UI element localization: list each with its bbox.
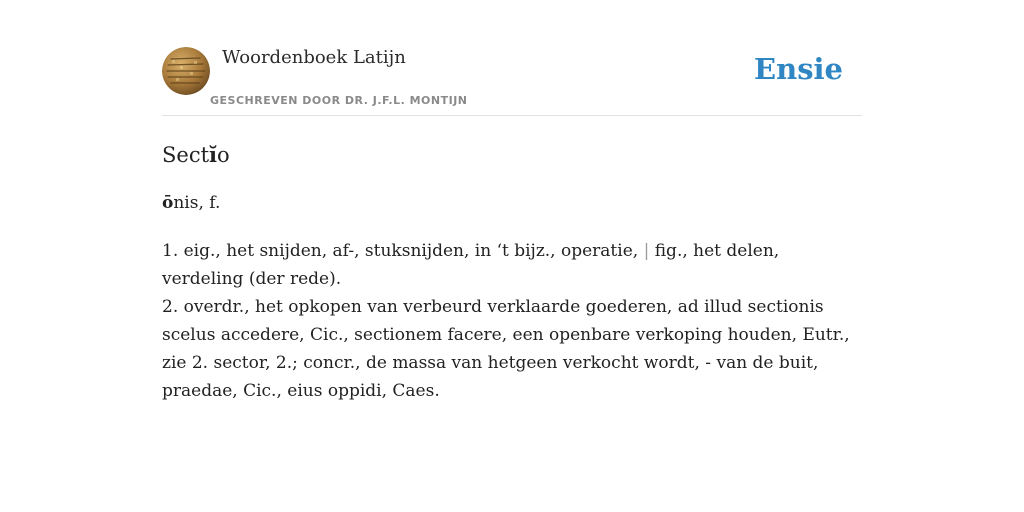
site-title[interactable]: Woordenboek Latijn [222,47,406,68]
site-header [162,44,862,116]
entry-headword [162,138,862,172]
sense-separator: | [643,241,650,261]
entry-grammar [162,190,862,216]
definition-sense-2: 2. overdr., het opkopen van verbeurd verklaarde goederen, ad illud sectionis scelus accedere, Cic., sectionem facere, een openbare verkoping houden, Eutr., zie 2. sector, 2.; concr., de massa van hetgeen verkocht wordt, - van de buit, praedae, Cic., eius oppidi, Caes. [162,297,850,401]
definition-sense-1 [162,237,862,293]
grammar-accent: ō [162,193,174,213]
definition-1b: fig., het delen, verdeling (der rede). [162,241,780,289]
entry-content [162,138,862,405]
dictionary-logo-icon[interactable] [162,47,210,95]
ensie-brand-link[interactable]: Ensie [754,52,843,86]
headword-start: Sect [162,143,210,167]
definition-1a: 1. eig., het snijden, af-, stuksnijden, in ‘t bijz., operatie, [162,241,639,261]
grammar-rest: nis, f. [173,193,221,213]
headword-end: o [217,143,230,167]
author-byline: GESCHREVEN DOOR DR. J.F.L. MONTIJN [210,94,468,107]
entry-definition [162,237,862,405]
headword-accent: ĭ [209,142,217,167]
